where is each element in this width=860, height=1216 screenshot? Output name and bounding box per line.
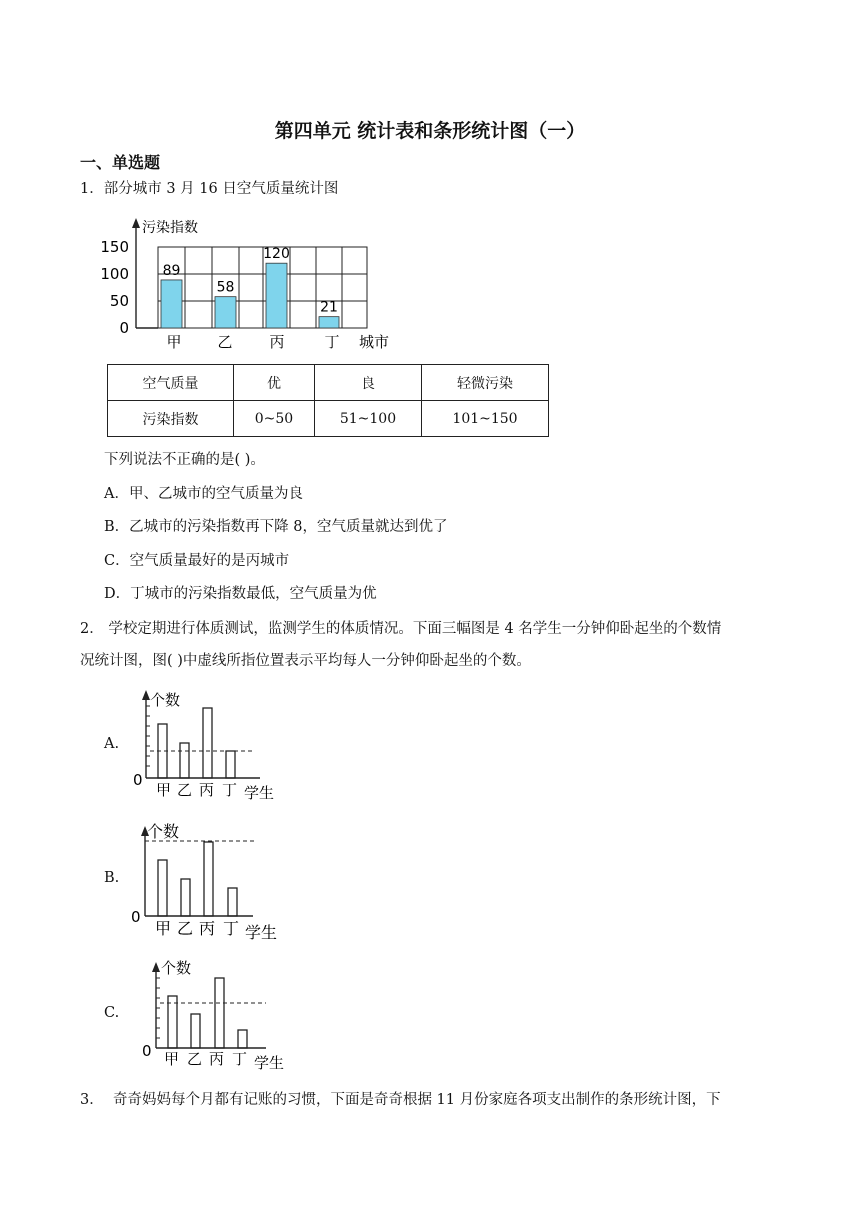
bar-yi bbox=[191, 1014, 200, 1048]
question-2-number: 2． bbox=[80, 621, 104, 637]
category-label: 丁 bbox=[324, 333, 340, 351]
table-row bbox=[108, 365, 549, 401]
zero-label: 0 bbox=[131, 908, 141, 926]
page-title: 第四单元 统计表和条形统计图（一） bbox=[274, 120, 586, 142]
option-d[interactable]: D．丁城市的污染指数最低，空气质量为优 bbox=[104, 586, 377, 602]
data-label: 58 bbox=[216, 279, 235, 296]
option-c-chart bbox=[138, 956, 298, 1074]
y-axis-label: 个数 bbox=[150, 691, 181, 709]
air-quality-table bbox=[107, 364, 549, 437]
category-label: 丁 bbox=[222, 781, 238, 799]
y-axis-arrow-icon bbox=[132, 218, 140, 228]
bar-3 bbox=[266, 263, 287, 328]
category-label: 甲 bbox=[156, 781, 172, 799]
bar-2 bbox=[215, 297, 236, 328]
question-2 bbox=[80, 613, 780, 677]
table-cell: 良 bbox=[315, 365, 422, 401]
y-tick-label: 0 bbox=[119, 319, 129, 337]
y-axis-label: 污染指数 bbox=[142, 220, 198, 236]
table-row bbox=[108, 401, 549, 437]
y-axis-arrow-icon bbox=[142, 690, 150, 700]
zero-label: 0 bbox=[142, 1042, 152, 1060]
zero-label: 0 bbox=[133, 771, 143, 789]
question-3-number: 3． bbox=[80, 1092, 104, 1108]
option-b[interactable]: B．乙城市的污染指数再下降 8，空气质量就达到优了 bbox=[104, 519, 448, 535]
category-label: 丁 bbox=[223, 919, 240, 938]
category-label: 乙 bbox=[177, 781, 193, 799]
table-cell: 0~50 bbox=[234, 401, 315, 437]
bar-1 bbox=[161, 280, 182, 328]
bar-jia bbox=[168, 996, 177, 1048]
question-2-line-1: 2． 学校定期进行体质测试，监测学生的体质情况。下面三幅图是 4 名学生一分钟仰卧起坐的个数情 bbox=[80, 621, 722, 637]
bar-ding bbox=[238, 1030, 247, 1048]
data-label: 89 bbox=[162, 262, 181, 279]
bar-ding bbox=[228, 888, 237, 916]
option-a[interactable]: A．甲、乙城市的空气质量为良 bbox=[104, 486, 303, 502]
option-b-chart bbox=[128, 820, 293, 942]
y-tick-label: 50 bbox=[109, 292, 129, 310]
option-c[interactable]: C．空气质量最好的是丙城市 bbox=[104, 553, 290, 569]
bar-ding bbox=[226, 751, 235, 778]
table-cell: 101~150 bbox=[422, 401, 549, 437]
y-tick-label: 150 bbox=[100, 238, 129, 256]
option-a-chart bbox=[128, 686, 288, 804]
bar-yi bbox=[180, 743, 189, 778]
category-label: 乙 bbox=[217, 333, 233, 351]
table-cell: 51~100 bbox=[315, 401, 422, 437]
question-1-number: 1． bbox=[80, 181, 104, 197]
y-axis-arrow-icon bbox=[152, 962, 160, 972]
table-cell: 空气质量 bbox=[108, 365, 234, 401]
category-label: 甲 bbox=[155, 919, 172, 938]
x-axis-label: 学生 bbox=[245, 923, 278, 942]
category-label: 乙 bbox=[177, 919, 194, 938]
category-label: 乙 bbox=[187, 1050, 203, 1068]
category-label: 甲 bbox=[166, 333, 182, 351]
table-cell: 优 bbox=[234, 365, 315, 401]
question-1 bbox=[80, 174, 338, 204]
bar-bing bbox=[215, 978, 224, 1048]
question-1-prompt: 下列说法不正确的是( )。 bbox=[104, 452, 265, 468]
data-label: 21 bbox=[320, 299, 338, 316]
section-heading: 一、单选题 bbox=[80, 153, 161, 172]
x-axis-label: 学生 bbox=[244, 784, 275, 802]
category-label: 丙 bbox=[199, 919, 216, 938]
question-3 bbox=[80, 1085, 721, 1115]
y-tick-label: 100 bbox=[100, 265, 129, 283]
category-label: 丙 bbox=[199, 781, 215, 799]
bar-4 bbox=[319, 317, 339, 328]
bar-bing bbox=[204, 842, 213, 916]
category-label: 丙 bbox=[209, 1050, 225, 1068]
table-cell: 污染指数 bbox=[108, 401, 234, 437]
question-3-text: 奇奇妈妈每个月都有记账的习惯，下面是奇奇根据 11 月份家庭各项支出制作的条形统计图，下 bbox=[112, 1092, 721, 1108]
question-2-line-2: 况统计图，图( )中虚线所指位置表示平均每人一分钟仰卧起坐的个数。 bbox=[80, 653, 531, 669]
air-quality-bar-chart bbox=[100, 210, 400, 355]
bar-bing bbox=[203, 708, 212, 778]
category-label: 丙 bbox=[269, 333, 285, 351]
option-b-label[interactable]: B. bbox=[104, 870, 120, 886]
question-1-text: 部分城市 3 月 16 日空气质量统计图 bbox=[103, 181, 339, 197]
option-c-label[interactable]: C. bbox=[104, 1005, 120, 1021]
y-axis-label: 个数 bbox=[147, 822, 180, 841]
y-axis-label: 个数 bbox=[161, 959, 192, 977]
bar-yi bbox=[181, 879, 190, 916]
bar-jia bbox=[158, 860, 167, 916]
x-axis-label: 城市 bbox=[359, 333, 390, 351]
table-cell: 轻微污染 bbox=[422, 365, 549, 401]
category-label: 丁 bbox=[232, 1050, 248, 1068]
category-label: 甲 bbox=[164, 1050, 180, 1068]
option-a-label[interactable]: A. bbox=[104, 736, 120, 752]
data-label: 120 bbox=[263, 246, 290, 263]
x-axis-label: 学生 bbox=[254, 1054, 285, 1072]
